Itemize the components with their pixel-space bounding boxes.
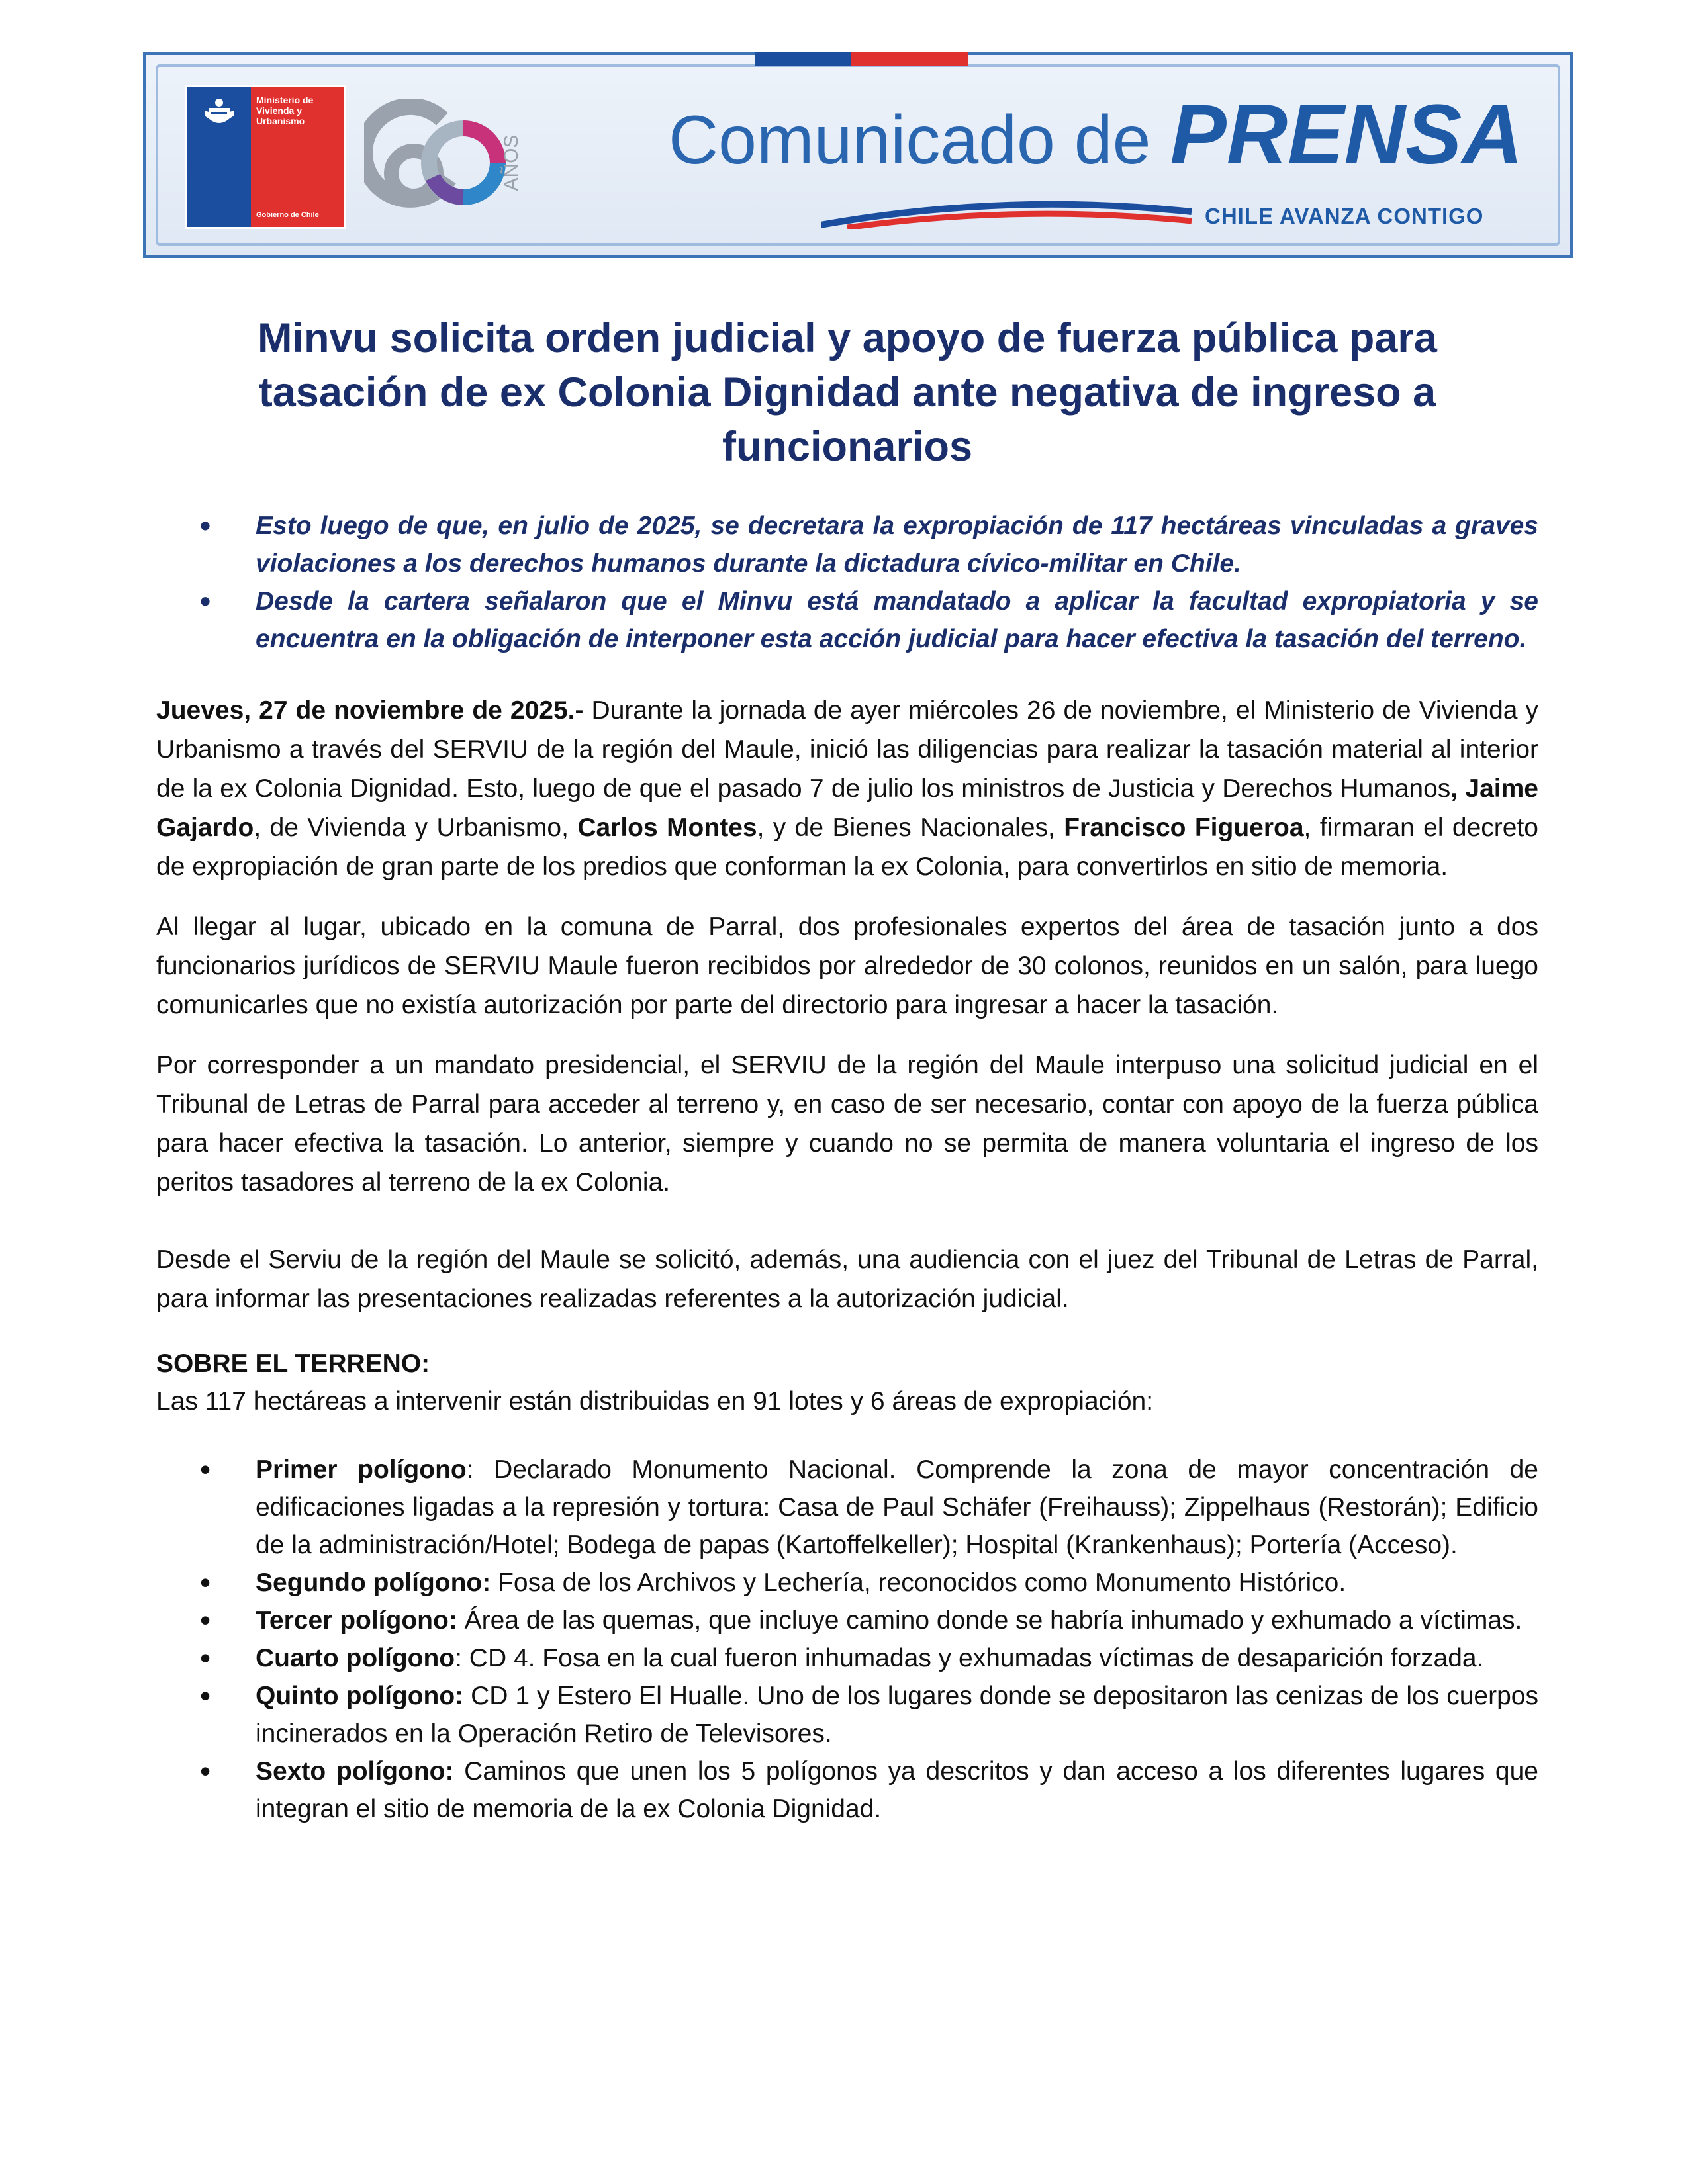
- dateline: Jueves, 27 de noviembre de 2025.-: [156, 696, 584, 725]
- press-release-title: Comunicado de PRENSA: [669, 87, 1523, 182]
- polygon-item: • Quinto polígono: CD 1 y Estero El Hualle. Uno de los lugares donde se depositaron las cenizas de los cuerpos incinerados en la Operación Retiro de Televisores.: [156, 1677, 1538, 1752]
- polygon-item: • Sexto polígono: Caminos que unen los 5 polígonos ya descritos y dan acceso a los diferentes lugares que integran el sitio de memoria de la ex Colonia Dignidad.: [156, 1752, 1538, 1828]
- minister-name: , Jaime Gajardo: [156, 774, 1538, 842]
- government-label: Gobierno de Chile: [256, 211, 319, 219]
- highlight-item: • Esto luego de que, en julio de 2025, se decretara la expropiación de 117 hectáreas vinculadas a graves violaciones a los derechos humanos durante la dictadura cívico-militar en Chile.: [156, 507, 1538, 582]
- polygon-item: • Primer polígono: Declarado Monumento Nacional. Comprende la zona de mayor concentración de edificaciones ligadas a la represión y tortura: Casa de Paul Schäfer (Freihauss); Zippelhaus (Restorán); Edificio de la administración/Hotel; Bodega de papas (Kartoffelkeller); Hospital (Krankenhaus); Portería (Acceso).: [156, 1451, 1538, 1564]
- section-intro: Las 117 hectáreas a intervenir están distribuidas en 91 lotes y 6 áreas de expropiación:: [156, 1387, 1154, 1416]
- minister-name: Francisco Figueroa: [1064, 813, 1304, 842]
- highlights-list: [156, 507, 1538, 658]
- polygon-item: • Tercer polígono: Área de las quemas, que incluye camino donde se habría inhumado y exhumado a víctimas.: [156, 1602, 1538, 1639]
- minister-name: Carlos Montes: [577, 813, 757, 842]
- paragraph-2: Al llegar al lugar, ubicado en la comuna de Parral, dos profesionales expertos del área de tasación junto a dos funcionarios jurídicos de SERVIU Maule fueron recibidos por alrededor de 30 colonos, reunidos en un salón, para luego comunicarles que no existía autorización por parte del directorio para ingresar a hacer la tasación.: [156, 913, 1538, 1019]
- swoosh-decoration: [821, 192, 1192, 229]
- ministry-logo: [185, 85, 346, 229]
- ministry-name: Ministerio de Vivienda y Urbanismo: [256, 95, 314, 126]
- paragraph-4: Desde el Serviu de la región del Maule se solicitó, además, una audiencia con el juez del Tribunal de Letras de Parral, para informar las presentaciones realizadas referentes a la autorización judicial.: [156, 1246, 1538, 1313]
- polygons-list: [156, 1451, 1538, 1828]
- headline: Minvu solicita orden judicial y apoyo de fuerza pública para tasación de ex Colonia Dignidad ante negativa de ingreso a funcionarios: [258, 315, 1437, 470]
- polygon-item: • Segundo polígono: Fosa de los Archivos y Lechería, reconocidos como Monumento Histórico.: [156, 1564, 1538, 1602]
- paragraph-1: Jueves, 27 de noviembre de 2025.- Durante la jornada de ayer miércoles 26 de noviembre, el Ministerio de Vivienda y Urbanismo a través del SERVIU de la región del Maule, inició las diligencias para realizar la tasación material al interior de la ex Colonia Dignidad. Esto, luego de que el pasado 7 de julio los ministros de Justicia y Derechos Humanos, Jaime Gajardo, de Vivienda y Urbanismo, Carlos Montes, y de Bienes Nacionales, Francisco Figueroa, firmaran el decreto de expropiación de gran parte de los predios que conforman la ex Colonia, para convertirlos en sitio de memoria.: [156, 696, 1538, 881]
- coat-of-arms-icon: [199, 96, 239, 128]
- highlight-item: • Desde la cartera señalaron que el Minvu está mandatado a aplicar la facultad expropiatoria y se encuentra en la obligación de interponer esta acción judicial para hacer efectiva la tasación del terreno.: [156, 582, 1538, 658]
- section-title: SOBRE EL TERRENO:: [156, 1349, 430, 1378]
- document-body: [156, 291, 1538, 1828]
- flag-stripe-red: [851, 52, 968, 66]
- tagline: CHILE AVANZA CONTIGO: [1205, 204, 1484, 228]
- paragraph-3: Por corresponder a un mandato presidencial, el SERVIU de la región del Maule interpuso una solicitud judicial en el Tribunal de Letras de Parral para acceder al terreno y, en caso de ser necesario, contar con apoyo de la fuerza pública para hacer efectiva la tasación. Lo anterior, siempre y cuando no se permita de manera voluntaria el ingreso de los peritos tasadores al terreno de la ex Colonia.: [156, 1051, 1538, 1197]
- flag-stripe-blue: [755, 52, 851, 66]
- anniversary-60-logo: [364, 99, 530, 218]
- anniversary-label: AÑOS: [500, 134, 522, 191]
- polygon-item: • Cuarto polígono: CD 4. Fosa en la cual fueron inhumadas y exhumadas víctimas de desaparición forzada.: [156, 1639, 1538, 1677]
